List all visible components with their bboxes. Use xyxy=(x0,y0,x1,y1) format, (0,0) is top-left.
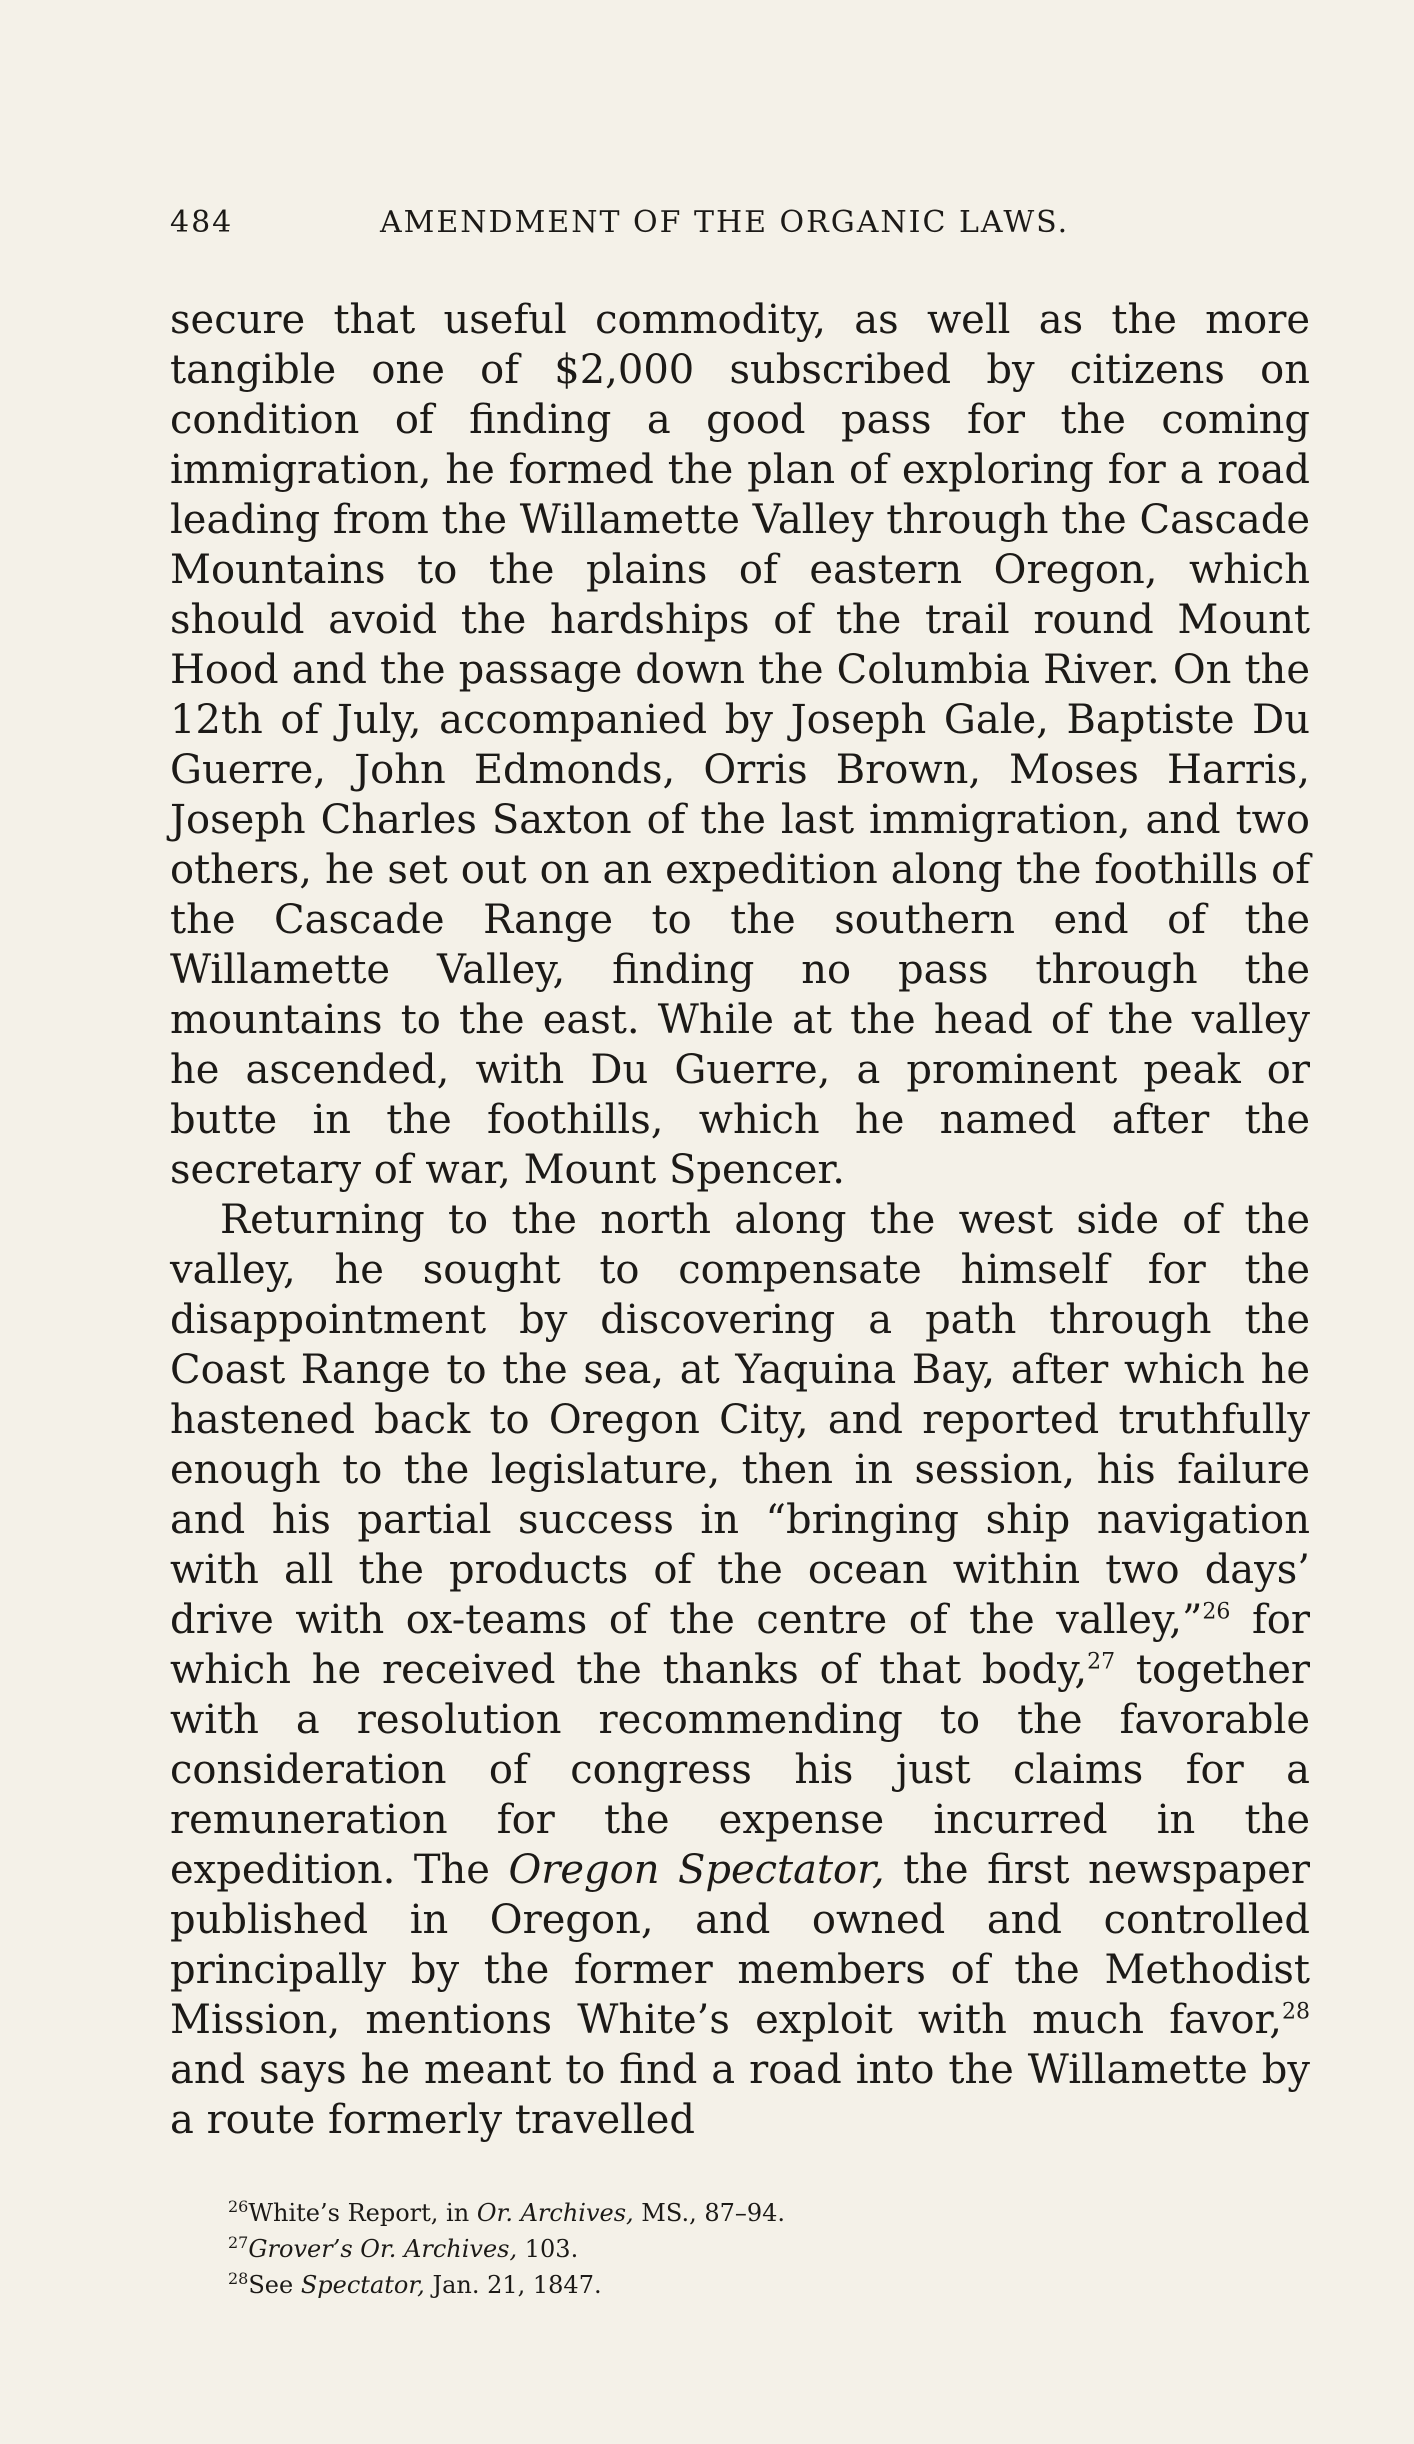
footnote-28 xyxy=(228,2267,1310,2303)
footnote-number: 26 xyxy=(228,2197,249,2216)
paragraph-2 xyxy=(170,1195,1310,2145)
footnote-number: 28 xyxy=(228,2269,249,2288)
footnote-ref-28: 28 xyxy=(1282,1999,1310,2025)
footnotes xyxy=(170,2195,1310,2303)
footnote-source: Grover’s Or. Archives, xyxy=(248,2235,518,2263)
paragraph-2-text: and says he meant to find a road into the Willamette by a route formerly travelled xyxy=(170,2047,1310,2143)
footnote-number: 27 xyxy=(228,2233,249,2252)
footnote-source: Spectator, xyxy=(300,2271,425,2299)
paragraph-1: secure that useful commodity, as well as the more tangible one of $2,000 subscribed by citizens on condition of finding a good pass for the coming immigration, he formed the plan of exploring for a road leading from the Willamette Valley through the Cascade Mountains to the plains of eastern Oregon, which should avoid the hardships of the trail round Mount Hood and the passage down the Columbia River. On the 12th of July, accompanied by Joseph Gale, Baptiste Du Guerre, John Edmonds, Orris Brown, Moses Harris, Joseph Charles Saxton of the last immigration, and two others, he set out on an expedition along the foothills of the Cascade Range to the southern end of the Willamette Valley, finding no pass through the mountains to the east. While at the head of the valley he ascended, with Du Guerre, a prominent peak or butte in the foothills, which he named after the secretary of war, Mount Spencer. xyxy=(170,297,1310,1193)
footnote-text: MS., 87–94. xyxy=(633,2199,786,2227)
footnote-text: See xyxy=(248,2271,301,2299)
footnote-ref-27: 27 xyxy=(1087,1649,1116,1675)
newspaper-title: Oregon Spectator, xyxy=(508,1847,885,1893)
paragraph-2-text: Returning to the north along the west side of the valley, he sought to compensate himself for the disappointment by discovering a path through the Coast Range to the sea, at Yaquina Bay, after which he hastened back to Oregon City, and reported truthfully enough to the legislature, then in session, his failure and his partial success in “bringing ship navigation with all the products of the ocean within two days’ drive with ox-teams of the centre of the valley,” xyxy=(170,1197,1310,1643)
body-text xyxy=(170,295,1310,2145)
running-head xyxy=(170,205,1310,265)
footnote-27 xyxy=(228,2231,1310,2267)
paragraph-2-text: together with a resolution recommending to the favorable consideration of congress his just claims for a remuneration for the expense incurred in the expedition. The xyxy=(170,1647,1310,1893)
running-title: AMENDMENT OF THE ORGANIC LAWS. xyxy=(380,205,1070,240)
footnote-26 xyxy=(228,2195,1310,2231)
page-number: 484 xyxy=(170,205,234,240)
paragraph-2-text: the first newspaper published in Oregon, and owned and controlled principally by the former members of the Methodist Mission, mentions White’s exploit with much favor, xyxy=(170,1847,1311,2043)
footnote-text: White’s Report, in xyxy=(248,2199,477,2227)
footnote-text: 103. xyxy=(517,2235,579,2263)
paragraph-2-text: for which he received the thanks of that body, xyxy=(170,1597,1310,1693)
footnote-text: Jan. 21, 1847. xyxy=(424,2271,602,2299)
book-page xyxy=(170,205,1310,2435)
footnote-source: Or. Archives, xyxy=(476,2199,634,2227)
footnote-ref-26: 26 xyxy=(1202,1599,1231,1625)
